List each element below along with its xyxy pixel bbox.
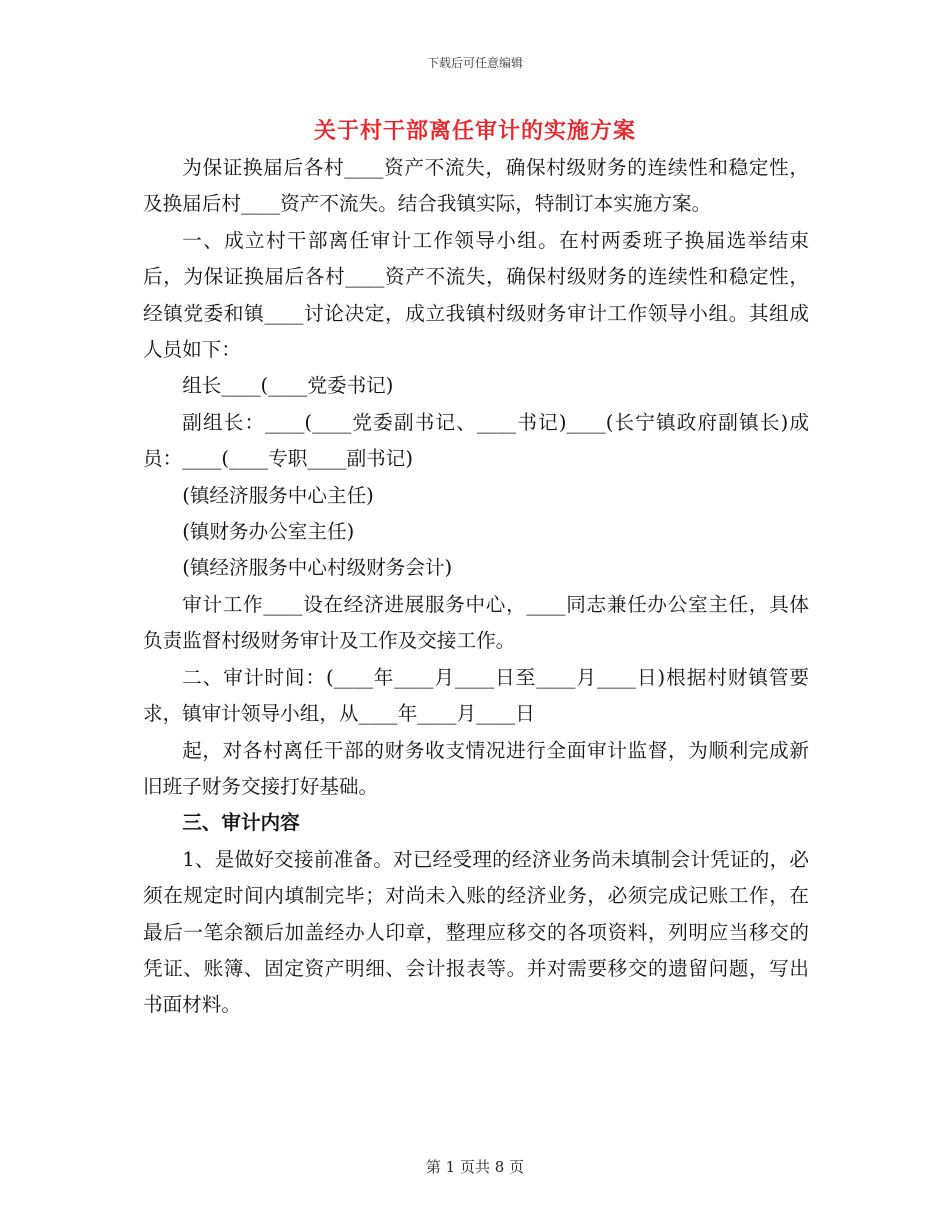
paragraph-audit-office: 审计工作____设在经济进展服务中心，____同志兼任办公室主任，具体负责监督村级财务审计及工作及交接工作。 (143, 592, 809, 653)
paragraph-section-3-item-1: 1、是做好交接前准备。对已经受理的经济业务尚未填制会计凭证的，必须在规定时间内填制完毕；对尚未入账的经济业务，必须完成记账工作，在最后一笔余额后加盖经办人印章，整理应移交的各项资料，列明应当移交的凭证、账簿、固定资产明细、会计报表等。并对需要移交的遗留问题，写出书面材料。 (143, 847, 809, 1017)
paragraph-member-1: (镇经济服务中心主任) (182, 483, 374, 507)
paragraph-deputy-leader: 副组长：____(____党委副书记、____书记)____(长宁镇政府副镇长)成员：____(____专职____副书记) (143, 410, 809, 471)
paragraph-section-2: 二、审计时间：(____年____月____日至____月____日)根据村财镇管要求，镇审计领导小组，从____年____月____日 (143, 665, 809, 726)
document-title: 关于村干部离任审计的实施方案 (313, 118, 636, 144)
paragraph-member-2: (镇财务办公室主任) (182, 520, 355, 544)
page-footer: 第 1 页共 8 页 (425, 1158, 525, 1176)
document-body (143, 150, 809, 1024)
paragraph-leader: 组长____(____党委书记) (182, 374, 394, 398)
header-note: 下载后可任意编辑 (426, 56, 523, 70)
paragraph-intro: 为保证换届后各村____资产不流失，确保村级财务的连续性和稳定性，及换届后村____资产不流失。结合我镇实际，特制订本实施方案。 (143, 156, 809, 216)
paragraph-section-2-cont: 起，对各村离任干部的财务收支情况进行全面审计监督，为顺利完成新旧班子财务交接打好基础。 (143, 738, 809, 798)
heading-section-3: 三、审计内容 (182, 811, 300, 835)
paragraph-section-1: 一、成立村干部离任审计工作领导小组。在村两委班子换届选举结束后，为保证换届后各村____资产不流失，确保村级财务的连续性和稳定性，经镇党委和镇____讨论决定，成立我镇村级财务审计工作领导小组。其组成人员如下： (143, 228, 809, 362)
paragraph-member-3: (镇经济服务中心村级财务会计) (182, 556, 453, 580)
